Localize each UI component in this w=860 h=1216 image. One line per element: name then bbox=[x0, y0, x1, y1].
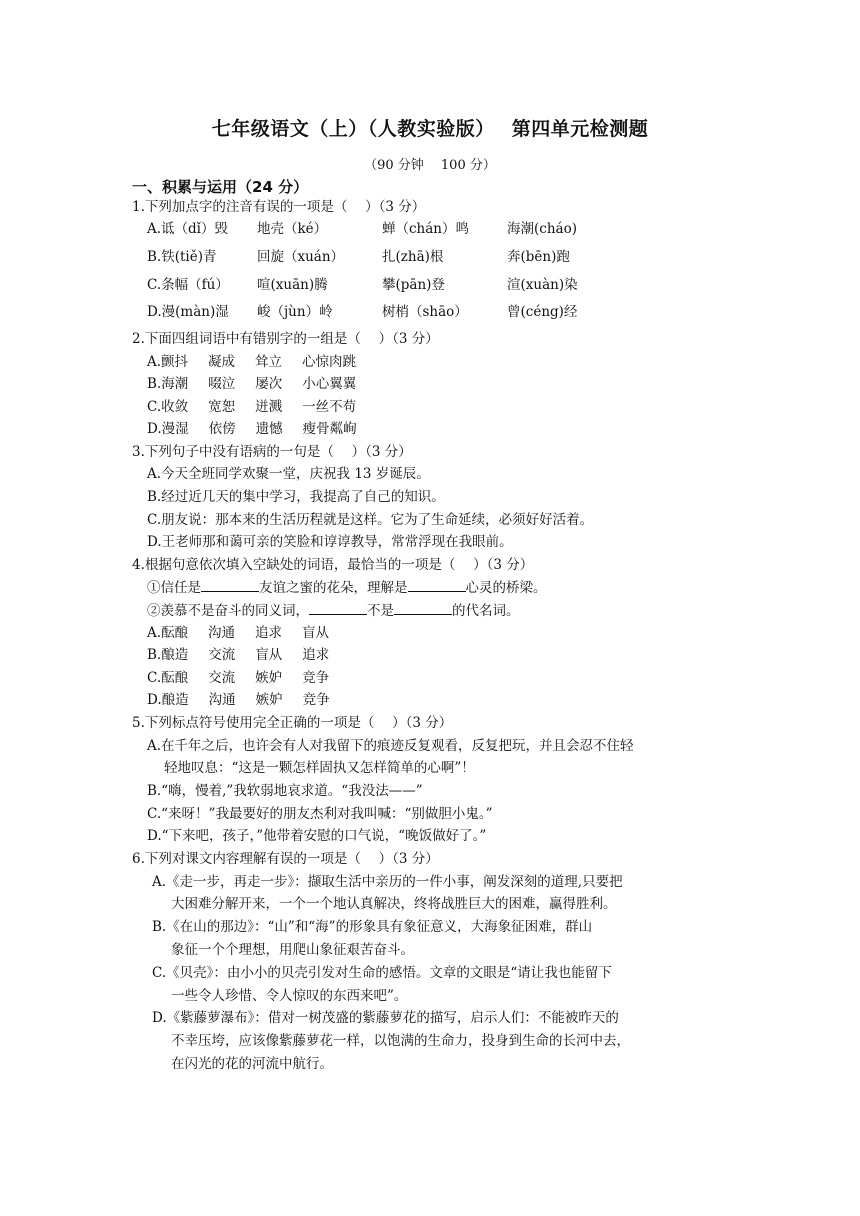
question-2-option-a bbox=[147, 353, 376, 371]
question-3-stem: 3.下列句子中没有语病的一句是（ ）（3 分） bbox=[132, 444, 412, 460]
question-2-stem: 2.下面四组词语中有错别字的一组是（ ）（3 分） bbox=[132, 331, 439, 347]
cell: 依傍 bbox=[208, 421, 236, 437]
cell: 啜泣 bbox=[208, 376, 236, 392]
question-6-option-a: A.《走一步，再走一步》：撷取生活中亲历的一件小事，阐发深刻的道理,只要把 bbox=[152, 874, 623, 890]
cell: 沟通 bbox=[208, 625, 236, 641]
cell: 追求 bbox=[302, 647, 330, 663]
sentence-text: 心灵的桥梁。 bbox=[465, 580, 547, 596]
question-1-row-a bbox=[147, 220, 577, 238]
cell: 嫉妒 bbox=[255, 692, 283, 708]
cell: 海潮(cháo) bbox=[507, 221, 577, 237]
answer-blank bbox=[394, 601, 452, 615]
cell: 迸溅 bbox=[255, 399, 283, 415]
cell: B.酿造 bbox=[147, 647, 189, 663]
cell: 耸立 bbox=[255, 354, 283, 370]
cell: 树梢（shāo） bbox=[382, 304, 468, 320]
cell: A.诋（dǐ）毁 bbox=[147, 221, 228, 237]
cell: 瘦骨粼峋 bbox=[302, 421, 357, 437]
question-6-option-d-cont1: 不幸压垮，应该像紫藤萝花一样，以饱满的生命力，投身到生命的长河中去， bbox=[171, 1033, 630, 1049]
question-2-option-c bbox=[147, 398, 376, 416]
question-2-option-d bbox=[147, 420, 377, 438]
cell: B.铁(tiě)青 bbox=[147, 249, 217, 265]
question-4-sentence-1 bbox=[147, 578, 547, 597]
cell: A.颤抖 bbox=[147, 354, 189, 370]
cell: 宽恕 bbox=[208, 399, 236, 415]
cell: 沟通 bbox=[208, 692, 236, 708]
answer-blank bbox=[201, 578, 259, 592]
cell: 竞争 bbox=[302, 692, 330, 708]
cell: 回旋（xuán） bbox=[257, 249, 345, 265]
question-5-option-a: A.在千年之后，也许会有人对我留下的痕迹反复观看，反复把玩，并且会忍不住轻 bbox=[147, 738, 634, 754]
question-6-option-c-cont: 一些令人珍惜、令人惊叹的东西来吧”。 bbox=[171, 988, 408, 1004]
question-3-option-b: B.经过近几天的集中学习，我提高了自己的知识。 bbox=[147, 489, 445, 505]
question-4-option-d bbox=[147, 691, 350, 709]
answer-blank bbox=[408, 578, 466, 592]
section-heading: 一、积累与运用（24 分） bbox=[132, 178, 309, 196]
cell: 竞争 bbox=[302, 670, 330, 686]
cell: 渲(xuàn)染 bbox=[507, 277, 578, 293]
question-6-option-b-cont: 象征一个个理想，用爬山象征艰苦奋斗。 bbox=[171, 942, 414, 958]
cell: C.酝酿 bbox=[147, 670, 189, 686]
question-4-option-b bbox=[147, 646, 349, 664]
cell: 屡次 bbox=[255, 376, 283, 392]
cell: 嫉妒 bbox=[255, 670, 283, 686]
question-6-option-d: D.《紫藤萝瀑布》：借对一树茂盛的紫藤萝花的描写，启示人们：不能被昨天的 bbox=[152, 1010, 619, 1026]
question-4-option-c bbox=[147, 669, 349, 687]
question-5-option-c: C.“来呀！”我最要好的朋友杰利对我叫喊：“别做胆小鬼。” bbox=[147, 806, 493, 822]
cell: B.海潮 bbox=[147, 376, 189, 392]
sentence-text: 不是 bbox=[367, 603, 394, 619]
cell: 一丝不苟 bbox=[302, 399, 357, 415]
sentence-text: 友谊之蜜的花朵，理解是 bbox=[259, 580, 408, 596]
question-3-option-c: C.朋友说：那本来的生活历程就是这样。它为了生命延续，必须好好活着。 bbox=[147, 512, 594, 528]
question-5-stem: 5.下列标点符号使用完全正确的一项是（ ）（3 分） bbox=[132, 715, 453, 731]
cell: 追求 bbox=[255, 625, 283, 641]
cell: C.条幅（fú） bbox=[147, 277, 229, 293]
cell: 奔(bēn)跑 bbox=[507, 249, 570, 265]
question-3-option-d: D.王老师那和蔼可亲的笑脸和谆谆教导，常常浮现在我眼前。 bbox=[147, 534, 513, 550]
cell: 喧(xuān)腾 bbox=[257, 277, 328, 293]
cell: C.收敛 bbox=[147, 399, 189, 415]
sentence-text: ②羡慕不是奋斗的同义词， bbox=[147, 603, 309, 619]
question-4-option-a bbox=[147, 624, 349, 642]
cell: 峻（jùn）岭 bbox=[257, 304, 333, 320]
question-4-sentence-2 bbox=[147, 601, 520, 620]
page-title: 七年级语文（上）（人教实验版） 第四单元检测题 bbox=[211, 118, 649, 140]
cell: 交流 bbox=[208, 647, 236, 663]
question-3-option-a: A.今天全班同学欢聚一堂，庆祝我 13 岁诞辰。 bbox=[147, 466, 430, 482]
question-6-option-d-cont2: 在闪光的花的河流中航行。 bbox=[171, 1056, 333, 1072]
cell: A.酝酿 bbox=[147, 625, 189, 641]
sentence-text: ①信任是 bbox=[147, 580, 201, 596]
cell: 遗憾 bbox=[255, 421, 283, 437]
cell: 蝉（chán）鸣 bbox=[382, 221, 469, 237]
question-1-row-c bbox=[147, 276, 578, 294]
question-2-option-b bbox=[147, 375, 376, 393]
cell: D.漫湿 bbox=[147, 421, 189, 437]
question-1-row-b bbox=[147, 248, 570, 266]
cell: 盲从 bbox=[302, 625, 330, 641]
cell: 盲从 bbox=[255, 647, 283, 663]
question-4-stem: 4.根据句意依次填入空缺处的词语，最恰当的一项是（ ）（3 分） bbox=[132, 557, 534, 573]
question-1-stem: 1.下列加点字的注音有误的一项是（ ）（3 分） bbox=[132, 199, 426, 215]
cell: 曾(céng)经 bbox=[507, 304, 578, 320]
cell: 攀(pān)登 bbox=[382, 277, 445, 293]
cell: 小心翼翼 bbox=[302, 376, 357, 392]
question-6-option-b: B.《在山的那边》：“山”和“海”的形象具有象征意义，大海象征困难，群山 bbox=[152, 919, 593, 935]
cell: 扎(zhā)根 bbox=[382, 249, 444, 265]
question-6-option-c: C.《贝壳》：由小小的贝壳引发对生命的感悟。文章的文眼是“请让我也能留下 bbox=[152, 965, 612, 981]
cell: 交流 bbox=[208, 670, 236, 686]
question-6-stem: 6.下列对课文内容理解有误的一项是（ ）（3 分） bbox=[132, 851, 439, 867]
cell: 地壳（ké） bbox=[257, 221, 328, 237]
sentence-text: 的代名词。 bbox=[452, 603, 520, 619]
question-5-option-b: B.“嗨，慢着,”我软弱地哀求道。“我没法——” bbox=[147, 783, 423, 799]
cell: D.酿造 bbox=[147, 692, 189, 708]
question-5-option-a-cont: 轻地叹息：“这是一颗怎样固执又怎样简单的心啊”！ bbox=[164, 760, 475, 776]
question-6-option-a-cont: 大困难分解开来，一个一个地认真解决，终将战胜巨大的困难，赢得胜利。 bbox=[171, 896, 617, 912]
question-1-row-d bbox=[147, 303, 577, 321]
answer-blank bbox=[309, 601, 367, 615]
cell: D.漫(màn)湿 bbox=[147, 304, 229, 320]
question-5-option-d: D.“下来吧，孩子，”他带着安慰的口气说，“晚饭做好了。” bbox=[147, 828, 487, 844]
cell: 凝成 bbox=[208, 354, 236, 370]
cell: 心惊肉跳 bbox=[302, 354, 357, 370]
page-subtitle: （90 分钟 100 分） bbox=[364, 158, 496, 173]
